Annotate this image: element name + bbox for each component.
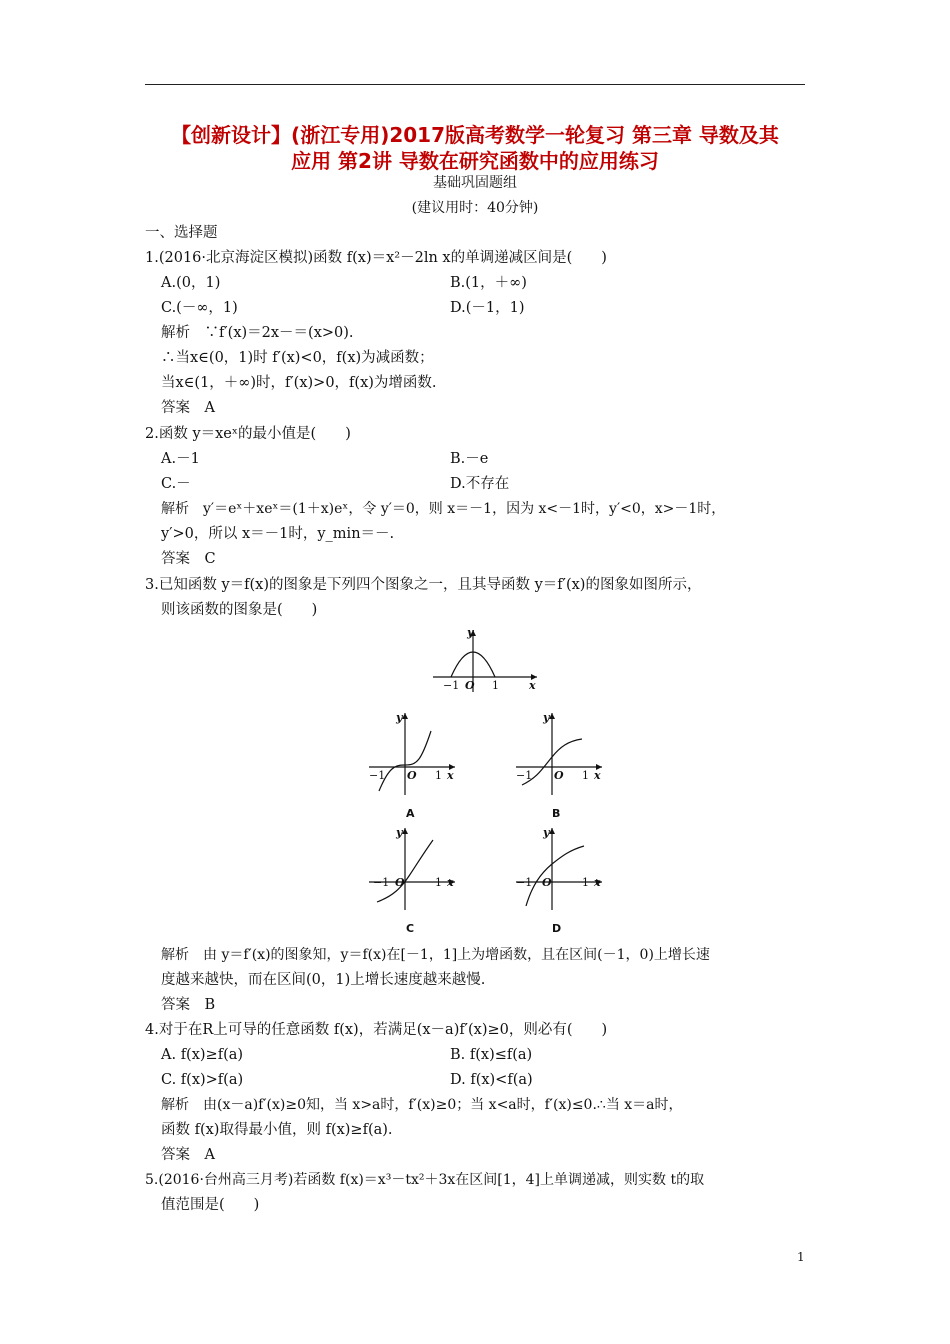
q4-answer: 答案 A	[161, 1147, 215, 1163]
section-heading: 一、选择题	[145, 225, 218, 241]
document-title	[145, 122, 805, 174]
q2-stem: 2.函数 y＝xeˣ的最小值是( )	[145, 426, 351, 442]
graph-option-d	[512, 820, 607, 936]
tick-neg1: −1	[373, 876, 390, 889]
q4-stem: 4.对于在R上可导的任意函数 f(x)，若满足(x－a)f′(x)≥0，则必有( )	[145, 1022, 608, 1038]
q4-option-d: D. f(x)<f(a)	[450, 1072, 533, 1088]
q2-option-d: D.不存在	[450, 476, 510, 492]
q4-option-a: A. f(x)≥f(a)	[161, 1047, 244, 1063]
curve-d	[526, 846, 584, 906]
x-label: x	[529, 679, 536, 692]
title-line-1: 【创新设计】(浙江专用)2017版高考数学一轮复习 第三章 导数及其	[171, 123, 779, 147]
q5-stem-1: 5.(2016·台州高三月考)若函数 f(x)＝x³－tx²＋3x在区间[1，4]上单调递减，则实数 t的取	[145, 1172, 705, 1188]
origin-label: O	[407, 769, 417, 782]
q3-stem-1: 3.已知函数 y＝f(x)的图象是下列四个图象之一，且其导函数 y＝f′(x)的图象如图所示，	[145, 577, 702, 593]
derivative-graph	[425, 622, 545, 696]
caption-d: D	[552, 922, 562, 935]
tick-pos1: 1	[492, 679, 499, 692]
q1-option-a: A.(0，1)	[161, 275, 221, 291]
q3-answer: 答案 B	[161, 997, 216, 1013]
y-axis-arrow	[402, 828, 408, 834]
y-label: y	[543, 711, 550, 724]
origin-label: O	[554, 769, 564, 782]
q1-answer: 答案 A	[161, 400, 215, 416]
q2-option-c: C.－	[161, 476, 191, 492]
q2-option-b: B.－e	[450, 451, 489, 467]
tick-pos1: 1	[435, 876, 442, 889]
y-axis-arrow	[549, 713, 555, 719]
tick-pos1: 1	[582, 876, 589, 889]
origin-label: O	[395, 876, 405, 889]
tick-neg1: −1	[516, 769, 533, 782]
q1-solution-2: ∴当x∈(0，1)时 f′(x)<0，f(x)为减函数；	[161, 350, 434, 366]
time-hint: (建议用时：40分钟)	[411, 200, 539, 216]
y-label: y	[396, 826, 403, 839]
group-heading: 基础巩固题组	[433, 175, 517, 191]
graph-option-a	[365, 705, 460, 821]
title-line-2: 应用 第2讲 导数在研究函数中的应用练习	[291, 149, 659, 173]
q5-stem-2: 值范围是( )	[161, 1197, 260, 1213]
tick-neg1: −1	[443, 679, 460, 692]
origin-label: O	[465, 679, 475, 692]
q2-solution-2: y′>0，所以 x＝－1时，y_min＝－.	[161, 526, 395, 542]
graph-option-b	[512, 705, 607, 821]
x-label: x	[594, 876, 601, 889]
tick-neg1: −1	[369, 769, 386, 782]
q3-solution-1: 解析 由 y＝f′(x)的图象知，y＝f(x)在[－1，1]上为增函数，且在区间(－1，0)上增长速	[161, 947, 710, 963]
q3-stem-2: 则该函数的图象是( )	[161, 602, 318, 618]
q1-option-d: D.(－1，1)	[450, 300, 525, 316]
q1-option-c: C.(－∞，1)	[161, 300, 238, 316]
q1-solution-1: 解析 ∵f′(x)＝2x－＝(x>0).	[161, 325, 354, 341]
tick-pos1: 1	[582, 769, 589, 782]
tick-neg1: −1	[516, 876, 533, 889]
y-axis-arrow	[549, 828, 555, 834]
y-axis-arrow	[402, 713, 408, 719]
q2-answer: 答案 C	[161, 551, 216, 567]
graph-option-c	[365, 820, 460, 936]
q2-option-a: A.－1	[161, 451, 200, 467]
caption-c: C	[406, 922, 415, 935]
q1-option-b: B.(1，＋∞)	[450, 275, 527, 291]
y-label: y	[543, 826, 550, 839]
x-label: x	[594, 769, 601, 782]
origin-label: O	[542, 876, 552, 889]
q1-solution-3: 当x∈(1，＋∞)时，f′(x)>0，f(x)为增函数.	[161, 375, 437, 391]
q4-option-c: C. f(x)>f(a)	[161, 1072, 244, 1088]
q4-option-b: B. f(x)≤f(a)	[450, 1047, 533, 1063]
x-label: x	[447, 769, 454, 782]
q3-solution-2: 度越来越快，而在区间(0，1)上增长速度越来越慢.	[161, 972, 486, 988]
y-label: y	[396, 711, 403, 724]
q2-solution-1: 解析 y′＝eˣ＋xeˣ＝(1＋x)eˣ，令 y′＝0，则 x＝－1，因为 x<－1时，y′<0，x>－1时，	[161, 501, 726, 517]
caption-a: A	[406, 807, 415, 820]
tick-pos1: 1	[435, 769, 442, 782]
y-label: y	[467, 626, 474, 639]
caption-b: B	[552, 807, 561, 820]
x-label: x	[447, 876, 454, 889]
q4-solution-2: 函数 f(x)取得最小值，则 f(x)≥f(a).	[161, 1122, 393, 1138]
q4-solution-1: 解析 由(x－a)f′(x)≥0知，当 x>a时，f′(x)≥0；当 x<a时，f′(x)≤0.∴当 x＝a时，	[161, 1097, 683, 1113]
header-rule	[145, 84, 805, 85]
page-number: 1	[797, 1250, 805, 1264]
q1-stem: 1.(2016·北京海淀区模拟)函数 f(x)＝x²－2ln x的单调递减区间是( )	[145, 250, 607, 266]
